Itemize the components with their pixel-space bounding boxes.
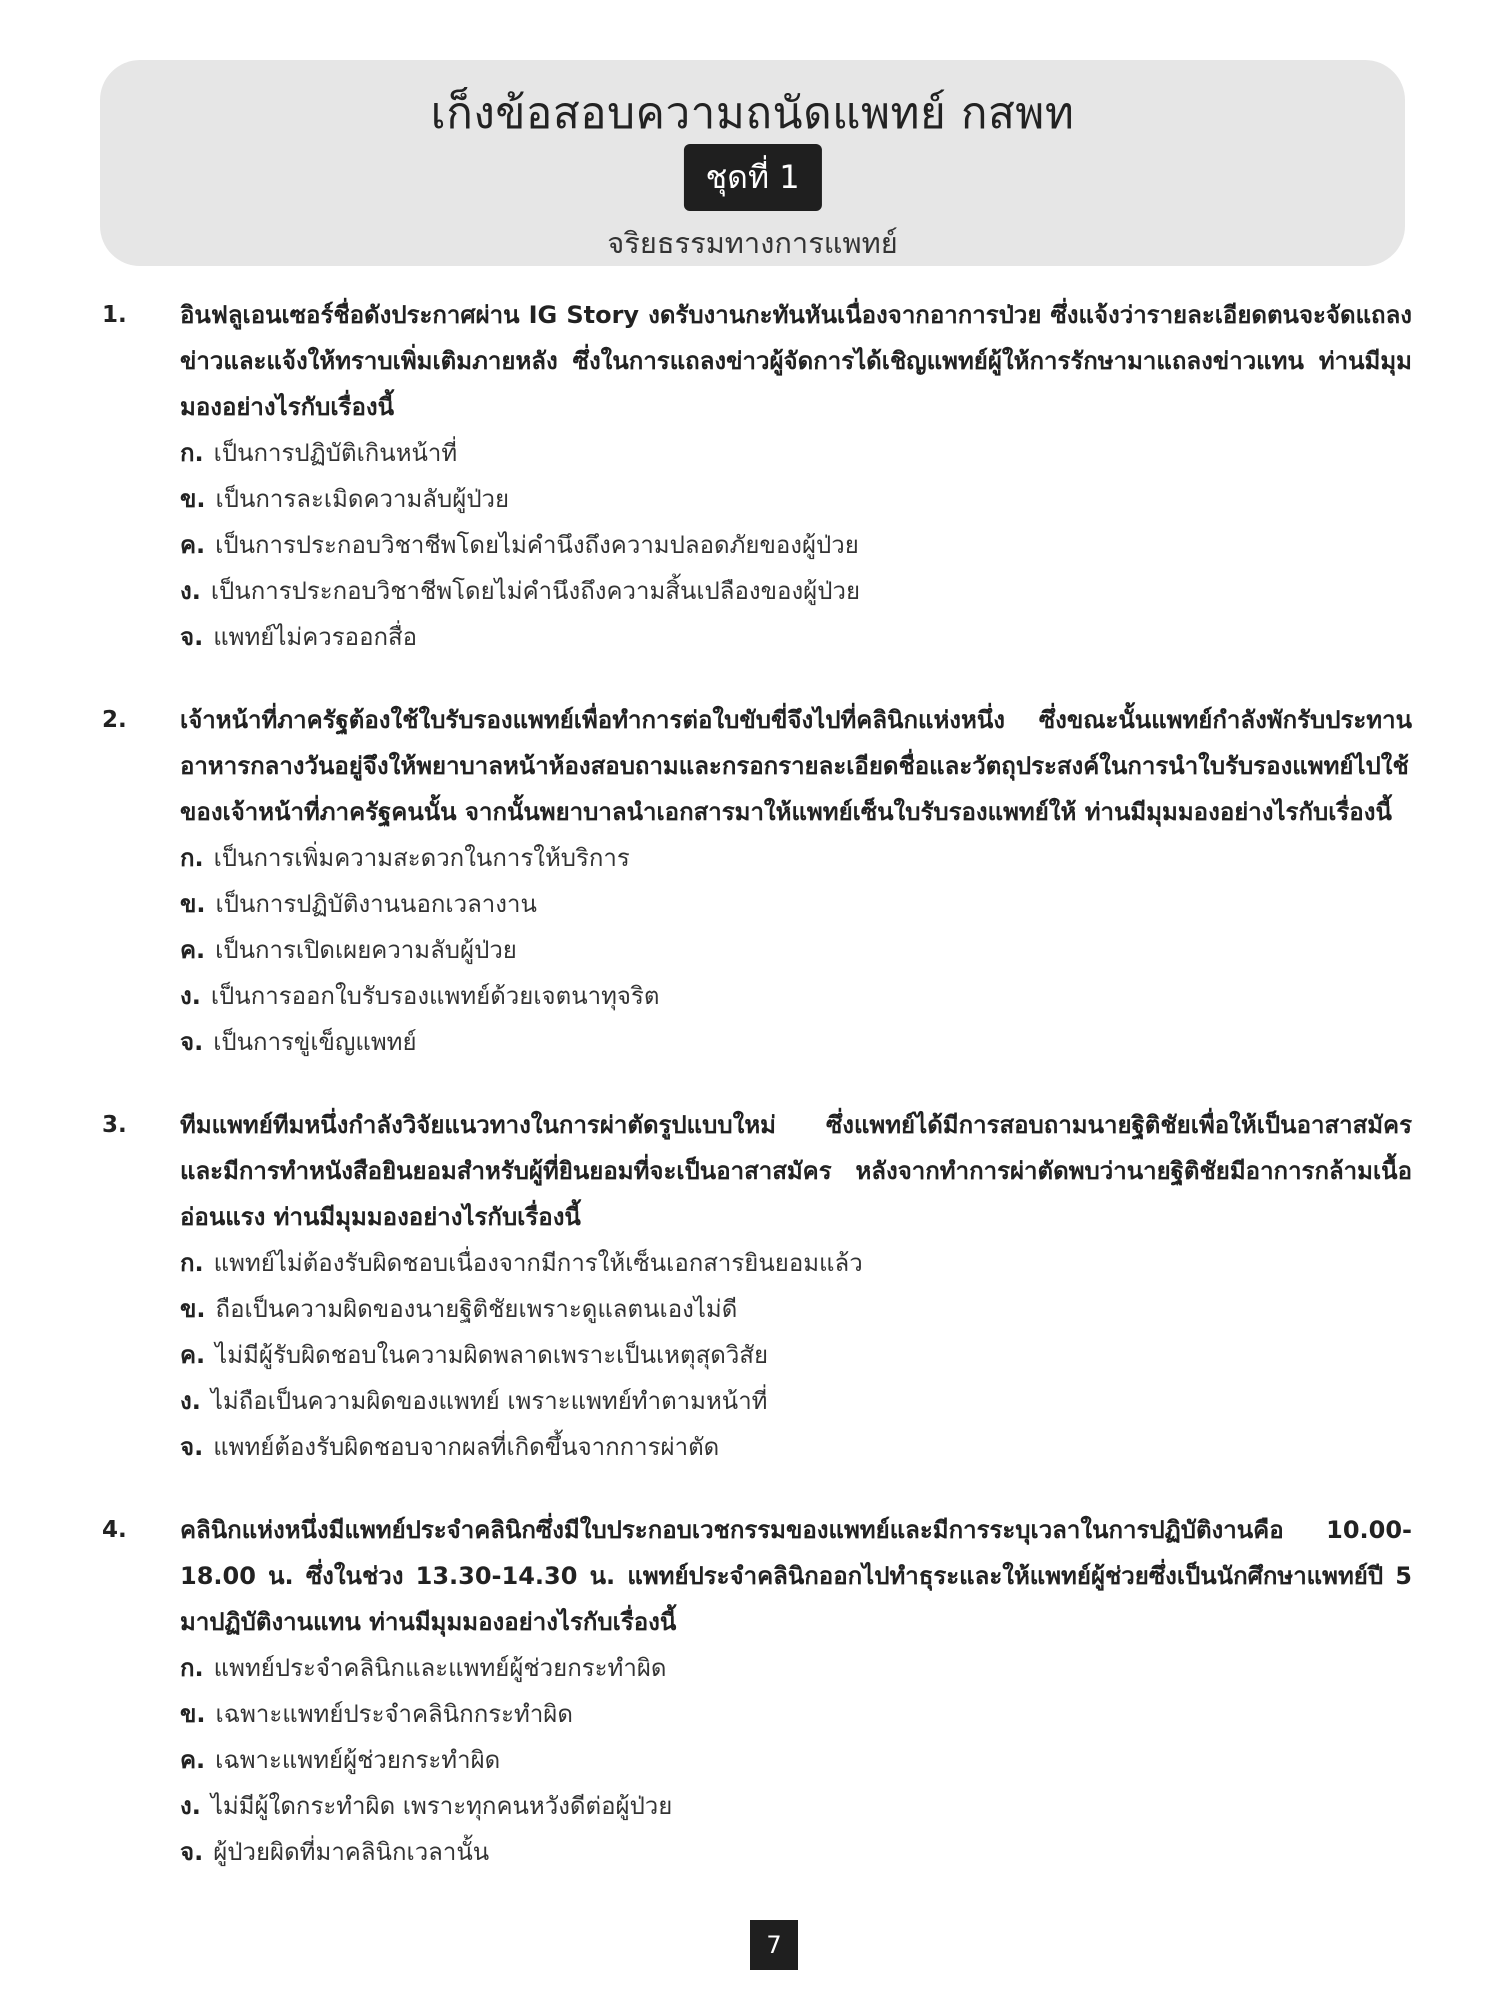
option-letter: ค.: [180, 531, 206, 559]
option-list: [180, 1645, 1412, 1875]
option-letter: ง.: [180, 577, 201, 605]
option-letter: ง.: [180, 1387, 201, 1415]
option-text: เป็นการเปิดเผยความลับผู้ป่วย: [215, 936, 517, 964]
question-2: [0, 697, 1501, 1065]
option-text: ไม่มีผู้รับผิดชอบในความผิดพลาดเพราะเป็นเหตุสุดวิสัย: [215, 1341, 769, 1369]
option-a: [180, 1240, 1412, 1286]
question-text: คลินิกแห่งหนึ่งมีแพทย์ประจำคลินิกซึ่งมีใบประกอบเวชกรรมของแพทย์และมีการระบุเวลาในการปฏิบัติงานคือ 10.00-18.00 น. ซึ่งในช่วง 13.30-14.30 น. แพทย์ประจำคลินิกออกไปทำธุระและให้แพทย์ผู้ช่วยซึ่งเป็นนักศึกษาแพทย์ปี 5 มาปฏิบัติงานแทน ท่านมีมุมมองอย่างไรกับเรื่องนี้: [180, 1516, 1412, 1636]
question-number: 4.: [102, 1517, 127, 1543]
option-letter: ก.: [180, 439, 204, 467]
option-letter: ง.: [180, 1792, 201, 1820]
question-1: [0, 292, 1501, 660]
option-letter: ค.: [180, 1341, 206, 1369]
question-number: 3.: [102, 1112, 127, 1138]
option-text: เป็นการปฏิบัติงานนอกเวลางาน: [215, 890, 537, 918]
option-text: เป็นการประกอบวิชาชีพโดยไม่คำนึงถึงความปลอดภัยของผู้ป่วย: [215, 531, 859, 559]
option-letter: ข.: [180, 890, 206, 918]
option-d: [180, 1783, 1412, 1829]
question-4: [0, 1507, 1501, 1875]
page-title: เก็งข้อสอบความถนัดแพทย์ กสพท: [430, 88, 1075, 139]
option-text: แพทย์ต้องรับผิดชอบจากผลที่เกิดขึ้นจากการผ่าตัด: [213, 1433, 720, 1461]
option-b: [180, 881, 1412, 927]
question-number: 2.: [102, 707, 127, 733]
option-c: [180, 522, 1412, 568]
option-d: [180, 973, 1412, 1019]
option-text: ไม่มีผู้ใดกระทำผิด เพราะทุกคนหวังดีต่อผู้ป่วย: [210, 1792, 673, 1820]
option-a: [180, 835, 1412, 881]
option-text: เป็นการขู่เข็ญแพทย์: [213, 1028, 417, 1056]
set-badge: ชุดที่ 1: [683, 144, 821, 211]
question-number: 1.: [102, 302, 127, 328]
option-text: แพทย์ไม่ควรออกสื่อ: [213, 623, 418, 651]
option-text: เป็นการละเมิดความลับผู้ป่วย: [215, 485, 510, 513]
option-e: [180, 1829, 1412, 1875]
option-a: [180, 430, 1412, 476]
option-d: [180, 1378, 1412, 1424]
header-banner: [100, 60, 1405, 266]
option-e: [180, 614, 1412, 660]
option-letter: จ.: [180, 1433, 204, 1461]
option-c: [180, 1737, 1412, 1783]
option-b: [180, 1286, 1412, 1332]
option-e: [180, 1424, 1412, 1470]
option-d: [180, 568, 1412, 614]
question-3: [0, 1102, 1501, 1470]
option-letter: ข.: [180, 1295, 206, 1323]
option-letter: ค.: [180, 1746, 206, 1774]
option-b: [180, 476, 1412, 522]
option-text: เป็นการเพิ่มความสะดวกในการให้บริการ: [213, 844, 630, 872]
option-c: [180, 927, 1412, 973]
page-number: 7: [750, 1920, 798, 1970]
option-list: [180, 835, 1412, 1065]
option-c: [180, 1332, 1412, 1378]
option-text: เฉพาะแพทย์ผู้ช่วยกระทำผิด: [215, 1746, 501, 1774]
option-letter: จ.: [180, 623, 204, 651]
option-letter: ค.: [180, 936, 206, 964]
subject-title: จริยธรรมทางการแพทย์: [607, 226, 898, 260]
option-letter: ก.: [180, 844, 204, 872]
option-text: เป็นการปฏิบัติเกินหน้าที่: [213, 439, 458, 467]
option-letter: ง.: [180, 982, 201, 1010]
option-b: [180, 1691, 1412, 1737]
option-letter: จ.: [180, 1028, 204, 1056]
option-text: แพทย์ประจำคลินิกและแพทย์ผู้ช่วยกระทำผิด: [213, 1654, 667, 1682]
question-text: ทีมแพทย์ทีมหนึ่งกำลังวิจัยแนวทางในการผ่าตัดรูปแบบใหม่ ซึ่งแพทย์ได้มีการสอบถามนายฐิติชัยเพื่อให้เป็นอาสาสมัคร และมีการทำหนังสือยินยอมสำหรับผู้ที่ยินยอมที่จะเป็นอาสาสมัคร หลังจากทำการผ่าตัดพบว่านายฐิติชัยมีอาการกล้ามเนื้ออ่อนแรง ท่านมีมุมมองอย่างไรกับเรื่องนี้: [180, 1111, 1412, 1231]
question-list: [0, 292, 1501, 1912]
option-text: ไม่ถือเป็นความผิดของแพทย์ เพราะแพทย์ทำตามหน้าที่: [210, 1387, 768, 1415]
question-text: อินฟลูเอนเซอร์ชื่อดังประกาศผ่าน IG Story งดรับงานกะทันหันเนื่องจากอาการป่วย ซึ่งแจ้งว่ารายละเอียดตนจะจัดแถลงข่าวและแจ้งให้ทราบเพิ่มเติมภายหลัง ซึ่งในการแถลงข่าวผู้จัดการได้เชิญแพทย์ผู้ให้การรักษามาแถลงข่าวแทน ท่านมีมุมมองอย่างไรกับเรื่องนี้: [180, 301, 1412, 421]
option-letter: ก.: [180, 1249, 204, 1277]
option-letter: ข.: [180, 1700, 206, 1728]
option-letter: ก.: [180, 1654, 204, 1682]
option-letter: จ.: [180, 1838, 204, 1866]
option-list: [180, 1240, 1412, 1470]
option-text: ถือเป็นความผิดของนายฐิติชัยเพราะดูแลตนเองไม่ดี: [215, 1295, 738, 1323]
option-text: เป็นการประกอบวิชาชีพโดยไม่คำนึงถึงความสิ้นเปลืองของผู้ป่วย: [210, 577, 861, 605]
option-a: [180, 1645, 1412, 1691]
option-text: แพทย์ไม่ต้องรับผิดชอบเนื่องจากมีการให้เซ็นเอกสารยินยอมแล้ว: [213, 1249, 863, 1277]
option-letter: ข.: [180, 485, 206, 513]
option-list: [180, 430, 1412, 660]
option-text: ผู้ป่วยผิดที่มาคลินิกเวลานั้น: [213, 1838, 490, 1866]
option-e: [180, 1019, 1412, 1065]
question-text: เจ้าหน้าที่ภาครัฐต้องใช้ใบรับรองแพทย์เพื่อทำการต่อใบขับขี่จึงไปที่คลินิกแห่งหนึ่ง ซึ่งขณะนั้นแพทย์กำลังพักรับประทานอาหารกลางวันอยู่จึงให้พยาบาลหน้าห้องสอบถามและกรอกรายละเอียดชื่อและวัตถุประสงค์ในการนำใบรับรองแพทย์ไปใช้ของเจ้าหน้าที่ภาครัฐคนนั้น จากนั้นพยาบาลนำเอกสารมาให้แพทย์เซ็นใบรับรองแพทย์ให้ ท่านมีมุมมองอย่างไรกับเรื่องนี้: [180, 706, 1412, 826]
option-text: เป็นการออกใบรับรองแพทย์ด้วยเจตนาทุจริต: [210, 982, 660, 1010]
option-text: เฉพาะแพทย์ประจำคลินิกกระทำผิด: [215, 1700, 573, 1728]
